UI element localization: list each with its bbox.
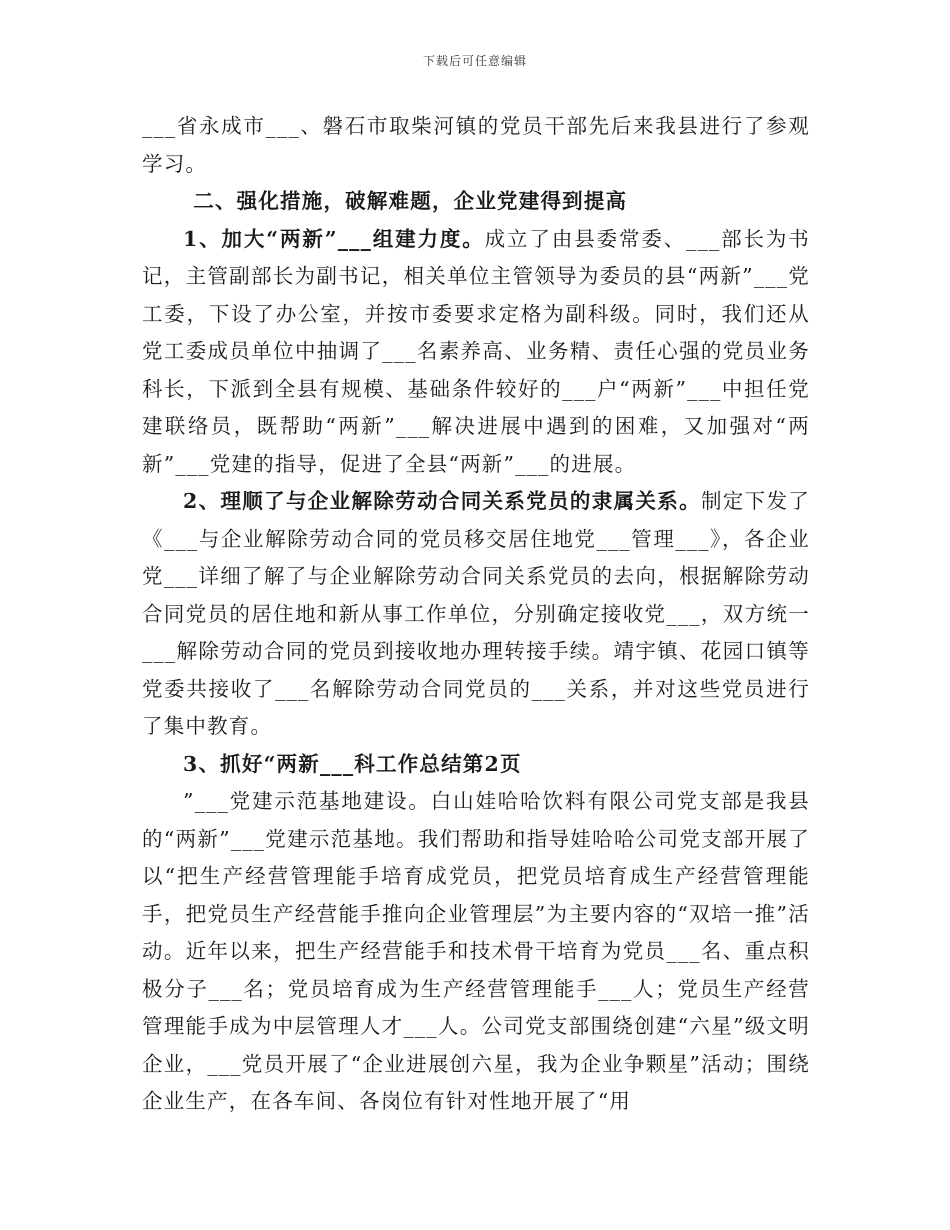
page-header: 下载后可任意编辑	[422, 54, 527, 68]
paragraph-4: ”___党建示范基地建设。白山娃哈哈饮料有限公司党支部是我县的“两新”___党建示范基地。我们帮助和指导娃哈哈公司党支部开展了以“把生产经营管理能手培育成党员，把党员培育成生产经营管理能手，把党员生产经营能手推向企业管理层”为主要内容的“双培一推”活动。近年以来，把生产经营能手和技术骨干培育为党员___名、重点积极分子___名；党员培育成为生产经营管理能手___人；党员生产经营管理能手成为中层管理人才___人。公司党支部围绕创建“六星”级文明企业，___党员开展了“企业进展创六星，我为企业争颗星”活动；围绕企业生产，在各车间、各岗位有针对性地开展了“用	[142, 789, 810, 1113]
document-body	[142, 108, 810, 1121]
paragraph-1-lead: 1、加大“两新”___组建力度。	[183, 226, 485, 251]
paragraph-2	[142, 483, 810, 746]
paragraph-1-text: 成立了由县委常委、___部长为书记，主管副部长为副书记，相关单位主管领导为委员的县“两新”___党工委，下设了办公室，并按市委要求定格为副科级。同时，我们还从党工委成员单位中抽调了___名素养高、业务精、责任心强的党员业务科长，下派到全县有规模、基础条件较好的___户“两新”___中担任党建联络员，既帮助“两新”___解决进展中遇到的困难，又加强对“两新”___党建的指导，促进了全县“两新”___的进展。	[142, 226, 810, 476]
section-heading: 二、强化措施，破解难题，企业党建得到提高	[193, 189, 628, 213]
paragraph-3-heading: 3、抓好“两新___科工作总结第2页	[183, 751, 522, 776]
paragraph-2-lead: 2、理顺了与企业解除劳动合同关系党员的隶属关系。	[183, 489, 701, 513]
paragraph-2-text: 制定下发了《___与企业解除劳动合同的党员移交居住地党___管理___》，各企业党___详细了解了与企业解除劳动合同关系党员的去向，根据解除劳动合同党员的居住地和新从事工作单位，分别确定接收党___，双方统一___解除劳动合同的党员到接收地办理转接手续。靖宇镇、花园口镇等党委共接收了___名解除劳动合同党员的___关系，并对这些党员进行了集中教育。	[142, 489, 810, 738]
paragraph-continuation: ___省永成市___、磐石市取柴河镇的党员干部先后来我县进行了参观学习。	[142, 114, 810, 176]
paragraph-1	[142, 221, 810, 484]
